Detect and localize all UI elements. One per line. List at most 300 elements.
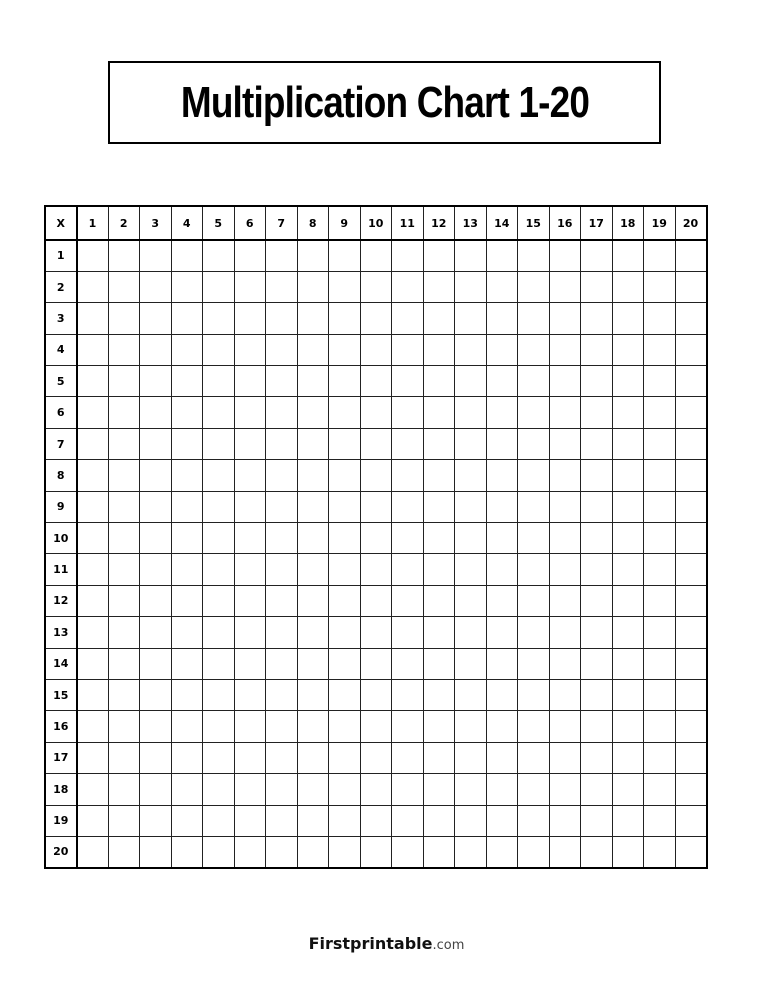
blank-cell [171,711,203,742]
blank-cell [171,303,203,334]
blank-cell [644,523,676,554]
column-header: 6 [234,206,266,240]
blank-cell [266,240,298,271]
blank-cell [171,397,203,428]
blank-cell [486,240,518,271]
blank-cell [266,271,298,302]
blank-cell [77,711,109,742]
row-header: 3 [45,303,77,334]
blank-cell [171,271,203,302]
table-row [45,240,707,271]
blank-cell [675,523,707,554]
blank-cell [108,585,140,616]
blank-cell [297,428,329,459]
blank-cell [549,585,581,616]
blank-cell [612,711,644,742]
blank-cell [486,334,518,365]
blank-cell [297,491,329,522]
blank-cell [518,460,550,491]
blank-cell [171,836,203,867]
blank-cell [108,397,140,428]
row-header: 2 [45,271,77,302]
blank-cell [549,271,581,302]
blank-cell [423,648,455,679]
blank-cell [423,836,455,867]
blank-cell [203,679,235,710]
blank-cell [77,303,109,334]
blank-cell [297,334,329,365]
blank-cell [203,397,235,428]
blank-cell [140,617,172,648]
blank-cell [455,648,487,679]
blank-cell [486,648,518,679]
blank-cell [234,648,266,679]
blank-cell [77,617,109,648]
blank-cell [329,523,361,554]
blank-cell [140,428,172,459]
blank-cell [297,585,329,616]
column-header: 16 [549,206,581,240]
blank-cell [329,585,361,616]
blank-cell [392,460,424,491]
blank-cell [486,711,518,742]
blank-cell [612,240,644,271]
row-header: 7 [45,428,77,459]
blank-cell [234,554,266,585]
blank-cell [266,648,298,679]
blank-cell [140,523,172,554]
column-header: 19 [644,206,676,240]
blank-cell [360,742,392,773]
blank-cell [675,711,707,742]
blank-cell [486,836,518,867]
blank-cell [329,271,361,302]
blank-cell [549,366,581,397]
blank-cell [549,303,581,334]
blank-cell [392,271,424,302]
blank-cell [203,648,235,679]
blank-cell [675,271,707,302]
blank-cell [612,679,644,710]
blank-cell [612,397,644,428]
blank-cell [455,460,487,491]
blank-cell [297,805,329,836]
blank-cell [329,679,361,710]
blank-cell [360,428,392,459]
blank-cell [297,523,329,554]
blank-cell [423,523,455,554]
blank-cell [423,742,455,773]
blank-cell [455,271,487,302]
blank-cell [644,240,676,271]
blank-cell [266,711,298,742]
blank-cell [171,617,203,648]
blank-cell [329,303,361,334]
blank-cell [455,523,487,554]
blank-cell [518,428,550,459]
blank-cell [644,491,676,522]
blank-cell [675,428,707,459]
blank-cell [140,334,172,365]
blank-cell [518,366,550,397]
blank-cell [518,554,550,585]
blank-cell [392,836,424,867]
blank-cell [612,836,644,867]
blank-cell [549,523,581,554]
blank-cell [423,271,455,302]
blank-cell [171,679,203,710]
title-box [108,61,661,144]
blank-cell [234,805,266,836]
blank-cell [581,271,613,302]
blank-cell [108,774,140,805]
blank-cell [644,271,676,302]
blank-cell [612,366,644,397]
blank-cell [612,742,644,773]
row-header: 12 [45,585,77,616]
blank-cell [612,554,644,585]
blank-cell [297,836,329,867]
blank-cell [234,711,266,742]
blank-cell [140,491,172,522]
blank-cell [455,711,487,742]
blank-cell [234,334,266,365]
blank-cell [549,334,581,365]
blank-cell [234,679,266,710]
column-header: 11 [392,206,424,240]
blank-cell [423,428,455,459]
blank-cell [297,679,329,710]
blank-cell [675,679,707,710]
table-row [45,554,707,585]
blank-cell [108,648,140,679]
blank-cell [675,585,707,616]
footer-brand: Firstprintable [308,934,433,953]
page-title: Multiplication Chart 1-20 [180,77,589,127]
blank-cell [297,366,329,397]
blank-cell [612,460,644,491]
blank-cell [77,491,109,522]
blank-cell [234,460,266,491]
table-row [45,617,707,648]
blank-cell [455,240,487,271]
blank-cell [234,774,266,805]
blank-cell [392,585,424,616]
blank-cell [486,774,518,805]
blank-cell [423,491,455,522]
blank-cell [581,523,613,554]
blank-cell [360,805,392,836]
blank-cell [140,836,172,867]
blank-cell [297,648,329,679]
blank-cell [360,366,392,397]
blank-cell [171,523,203,554]
blank-cell [77,836,109,867]
blank-cell [392,774,424,805]
blank-cell [266,679,298,710]
blank-cell [644,366,676,397]
blank-cell [423,240,455,271]
column-header: 2 [108,206,140,240]
blank-cell [203,240,235,271]
blank-cell [581,491,613,522]
blank-cell [549,742,581,773]
blank-cell [140,397,172,428]
blank-cell [360,617,392,648]
table-row [45,805,707,836]
blank-cell [486,617,518,648]
blank-cell [423,334,455,365]
blank-cell [549,397,581,428]
blank-cell [171,554,203,585]
blank-cell [549,554,581,585]
blank-cell [518,334,550,365]
blank-cell [77,366,109,397]
blank-cell [581,303,613,334]
blank-cell [203,366,235,397]
blank-cell [581,617,613,648]
blank-cell [108,617,140,648]
blank-cell [171,648,203,679]
blank-cell [423,303,455,334]
blank-cell [549,679,581,710]
row-header: 16 [45,711,77,742]
blank-cell [140,648,172,679]
blank-cell [203,334,235,365]
blank-cell [140,679,172,710]
blank-cell [644,397,676,428]
blank-cell [297,742,329,773]
multiplication-grid [44,205,708,869]
blank-cell [234,523,266,554]
blank-cell [171,805,203,836]
blank-cell [518,523,550,554]
blank-cell [644,648,676,679]
blank-cell [423,397,455,428]
blank-cell [203,805,235,836]
column-header: 14 [486,206,518,240]
blank-cell [140,805,172,836]
blank-cell [455,679,487,710]
blank-cell [644,460,676,491]
table-row [45,585,707,616]
blank-cell [266,836,298,867]
column-header: 1 [77,206,109,240]
blank-cell [675,303,707,334]
blank-cell [644,679,676,710]
blank-cell [360,397,392,428]
column-header: 5 [203,206,235,240]
corner-cell: X [45,206,77,240]
blank-cell [329,774,361,805]
blank-cell [203,491,235,522]
blank-cell [234,617,266,648]
row-header: 5 [45,366,77,397]
blank-cell [518,240,550,271]
blank-cell [266,428,298,459]
blank-cell [266,366,298,397]
blank-cell [612,617,644,648]
blank-cell [486,742,518,773]
blank-cell [203,271,235,302]
blank-cell [581,554,613,585]
blank-cell [234,397,266,428]
blank-cell [77,523,109,554]
blank-cell [329,742,361,773]
blank-cell [486,428,518,459]
blank-cell [581,711,613,742]
blank-cell [140,554,172,585]
blank-cell [108,303,140,334]
table-row [45,491,707,522]
blank-cell [329,617,361,648]
blank-cell [644,334,676,365]
blank-cell [392,648,424,679]
blank-cell [140,585,172,616]
blank-cell [423,617,455,648]
blank-cell [486,303,518,334]
blank-cell [77,648,109,679]
blank-cell [392,334,424,365]
blank-cell [171,460,203,491]
blank-cell [612,774,644,805]
blank-cell [581,585,613,616]
blank-cell [423,711,455,742]
blank-cell [486,397,518,428]
column-header: 17 [581,206,613,240]
column-header: 8 [297,206,329,240]
blank-cell [329,648,361,679]
blank-cell [518,836,550,867]
blank-cell [108,271,140,302]
blank-cell [675,460,707,491]
blank-cell [140,240,172,271]
blank-cell [612,491,644,522]
blank-cell [108,679,140,710]
blank-cell [518,648,550,679]
header-row [45,206,707,240]
blank-cell [486,805,518,836]
blank-cell [423,366,455,397]
blank-cell [486,491,518,522]
blank-cell [108,742,140,773]
blank-cell [423,554,455,585]
multiplication-table [44,205,708,869]
blank-cell [549,648,581,679]
blank-cell [360,303,392,334]
blank-cell [644,617,676,648]
blank-cell [612,805,644,836]
blank-cell [612,428,644,459]
blank-cell [612,523,644,554]
blank-cell [360,711,392,742]
blank-cell [644,428,676,459]
blank-cell [644,742,676,773]
column-header: 4 [171,206,203,240]
blank-cell [392,742,424,773]
blank-cell [518,303,550,334]
blank-cell [234,366,266,397]
blank-cell [392,805,424,836]
blank-cell [612,303,644,334]
blank-cell [675,648,707,679]
blank-cell [644,774,676,805]
blank-cell [549,428,581,459]
blank-cell [612,648,644,679]
blank-cell [77,554,109,585]
table-row [45,271,707,302]
blank-cell [455,303,487,334]
blank-cell [329,428,361,459]
blank-cell [549,460,581,491]
column-header: 12 [423,206,455,240]
blank-cell [297,711,329,742]
blank-cell [266,742,298,773]
blank-cell [549,774,581,805]
blank-cell [581,240,613,271]
blank-cell [108,366,140,397]
row-header: 9 [45,491,77,522]
blank-cell [360,585,392,616]
row-header: 13 [45,617,77,648]
blank-cell [675,805,707,836]
blank-cell [171,491,203,522]
blank-cell [392,366,424,397]
blank-cell [108,460,140,491]
blank-cell [77,774,109,805]
blank-cell [455,742,487,773]
blank-cell [234,742,266,773]
blank-cell [266,523,298,554]
blank-cell [140,303,172,334]
blank-cell [612,334,644,365]
table-row [45,397,707,428]
row-header: 19 [45,805,77,836]
blank-cell [486,523,518,554]
blank-cell [108,711,140,742]
blank-cell [234,240,266,271]
blank-cell [581,428,613,459]
blank-cell [549,617,581,648]
blank-cell [108,523,140,554]
blank-cell [360,774,392,805]
table-row [45,648,707,679]
blank-cell [329,397,361,428]
row-header: 4 [45,334,77,365]
blank-cell [644,303,676,334]
column-header: 7 [266,206,298,240]
blank-cell [644,711,676,742]
blank-cell [329,491,361,522]
blank-cell [140,774,172,805]
blank-cell [234,303,266,334]
table-row [45,774,707,805]
blank-cell [171,585,203,616]
blank-cell [203,460,235,491]
blank-cell [392,491,424,522]
footer-logo [0,934,773,953]
blank-cell [77,428,109,459]
table-row [45,303,707,334]
blank-cell [549,240,581,271]
column-header: 9 [329,206,361,240]
row-header: 15 [45,679,77,710]
blank-cell [423,805,455,836]
blank-cell [266,334,298,365]
row-header: 18 [45,774,77,805]
blank-cell [108,428,140,459]
blank-cell [234,585,266,616]
